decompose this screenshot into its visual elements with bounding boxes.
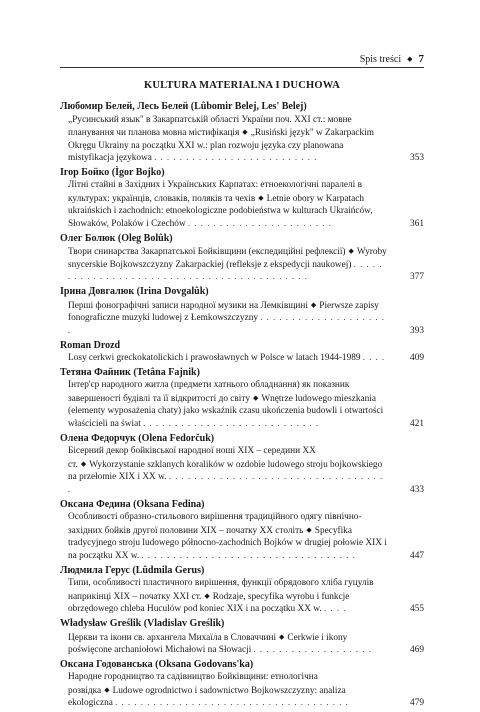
toc-entry-page[interactable]: 409 [410, 353, 424, 364]
toc-entry [60, 367, 424, 431]
toc-entry-body [60, 179, 424, 230]
toc-entry-titles [68, 577, 388, 616]
toc-entry-title-polish: Wnętrze ludowego mieszkania (elementy wyposażenia chaty) jako wskaźnik czasu ukończenia budowli i otwartości właścicieli na świat [68, 393, 384, 429]
toc-entry-author: Roman Drozd [60, 339, 121, 351]
toc-entry-page[interactable]: 433 [410, 484, 424, 495]
bullet-icon: ◆ [242, 128, 248, 136]
toc-entry-page[interactable]: 421 [410, 418, 424, 429]
toc-entry [60, 659, 424, 710]
toc-entry-title-original: Народне городництво та садівництво Бойківщини: етнологічна розвідка [68, 672, 318, 696]
toc-entry-author: Ігор Бойко (Ìgor Bojko) [60, 166, 165, 178]
toc-entry-body [60, 631, 424, 657]
toc-entry-title-polish: „Rusiński język" w Zakarpackim Okręgu Ukrainy na początku XXI w.: plan rozwoju języka czy planowana mistyfikacja językowa [68, 128, 375, 163]
running-header-title: Spis treści [359, 53, 402, 65]
toc-entry-title-original: Твори снинарства Закарпатської Бойківщини (експедиційні рефлексії) [68, 247, 346, 258]
toc-entry-page[interactable]: 393 [410, 325, 424, 336]
bullet-icon: ◆ [258, 193, 264, 202]
toc-entry-title-polish: Pierwsze zapisy fonograficzne muzyki ludowej z Łemkowszczyzny [68, 300, 379, 324]
toc-entry [60, 618, 424, 657]
dot-leader: . . . . . . . . . . . . . . . . . . . [253, 645, 373, 655]
toc-entry-titles [68, 114, 388, 165]
table-of-contents [60, 101, 424, 712]
toc-entry-author: Оксана Федина (Oksana Fedina) [60, 498, 205, 510]
toc-entry-page[interactable]: 469 [410, 645, 424, 656]
bullet-icon: ◆ [104, 685, 110, 694]
toc-entry-title-original: Перші фонографічні записи народної музики на Лемківщині [68, 300, 308, 311]
toc-entry-title-polish: Cerkwie i ikony poświęcone archaniołowi Michałowi na Słowacji [68, 632, 348, 656]
toc-entry-titles [68, 379, 388, 430]
toc-entry [60, 499, 424, 563]
toc-entry-body [60, 577, 424, 616]
dot-leader: . . . . . . . . . . . . . . . . . . . . . . . . . . [154, 153, 318, 162]
toc-entry-body [60, 445, 424, 496]
toc-entry [60, 101, 424, 165]
dot-leader: . . . . . . . . . . . . . . . . . . . . . . . [188, 218, 332, 228]
running-header [360, 53, 424, 65]
toc-entry-titles [68, 245, 388, 284]
toc-entry [60, 167, 424, 231]
toc-entry-page[interactable]: 479 [410, 698, 424, 709]
toc-entry-title-polish: Specyfika tradycyjnego stroju ludowego północno-zachodnich Bojków w drugiej połowie XIX i na początku XX w. [68, 525, 387, 561]
toc-entry-body [60, 671, 424, 710]
toc-entry-titles [68, 299, 388, 338]
toc-entry-title-original: Літні стайні в Західних і Українських Карпатах: етноекологічні паралелі в культурах: українців, словаків, поляків та чехів [68, 180, 362, 204]
toc-entry-titles [68, 671, 388, 710]
toc-entry-page[interactable]: 455 [410, 604, 424, 615]
toc-entry [60, 286, 424, 337]
toc-entry-title-polish: Ludowe ogrodnictwo i sadownictwo Bojkowszczyzny: analiza ekologiczna [68, 685, 346, 709]
dot-leader: . . . . . . . . . . . . . . . . . . . . . . . . . . . . . . . . . . . [68, 472, 384, 494]
section-title: KULTURA MATERIALNA I DUCHOWA [143, 80, 341, 91]
dot-leader: . . . . [362, 353, 386, 363]
toc-entry-author: Олена Федорчук (Olena Fedorčuk) [60, 432, 215, 444]
toc-entry-body [60, 245, 424, 284]
toc-entry-author: Любомир Белей, Лесь Белей (Lûbomir Belej, Les' Belej) [60, 101, 307, 112]
toc-entry-page[interactable]: 377 [410, 272, 424, 283]
dot-leader: . . . . [324, 604, 347, 614]
toc-entry-author: Олег Болюк (Oleg Bolûk) [60, 232, 173, 244]
toc-entry-body [60, 299, 424, 338]
toc-entry-title-original: Особливості образно-стильового вирішення традиційного одягу північно-західних бойків другої половини XIX – початку XX століть [68, 512, 362, 536]
toc-entry-page[interactable]: 361 [410, 218, 424, 229]
bullet-icon: ◆ [80, 459, 87, 468]
toc-entry-title-original: Losy cerkwi greckokatolickich i prawosławnych w Polsce w latach 1944-1989 [68, 353, 361, 364]
toc-entry-titles [68, 352, 388, 365]
toc-entry-title-original: Інтер'єр народного житла (предмети хатнього обладнання) як показник завершеності будівлі та її відкритості до світу [68, 380, 350, 404]
toc-entry-page[interactable]: 353 [410, 153, 424, 163]
toc-entry [60, 565, 424, 616]
toc-entry-body [60, 511, 424, 562]
bullet-icon: ◆ [306, 525, 312, 534]
bullet-icon: ◆ [204, 591, 210, 600]
dot-leader: . . . . . . . . . . . . . . . . . . . . . . . . . . . . . . . . . . . . . [115, 698, 349, 708]
toc-entry-titles [68, 631, 388, 657]
toc-entry-title-original: „Русинський язык" в Закарпатській області України поч. XXI ст.: мовне планування чи планова мовна містифікація [68, 114, 352, 138]
toc-entry-body [60, 114, 424, 165]
page-number: 7 [418, 53, 424, 65]
dot-leader: . . . . . . . . . . . . . . . . . . . . . . . . . . . . . . . . . . . . . . . . . . . [68, 259, 383, 282]
dot-leader: . . . . . . . . . . . . . . . . . . . . . . . . . . . . [143, 418, 320, 428]
toc-entry-author: Людмила Герус (Lûdmila Gerus) [60, 564, 205, 576]
bullet-icon: ◆ [279, 632, 285, 641]
bullet-icon: ◆ [252, 393, 259, 402]
toc-entry-title-polish: Wyroby snycerskie Bojkowszczyzny Zakarpackiej (refleksje z ekspedycji naukowej) [68, 247, 387, 270]
bullet-icon: ◆ [310, 300, 317, 309]
dot-leader: . . . . . . . . . . . . . . . . . . . . . [68, 313, 386, 335]
toc-entry-body [60, 352, 424, 365]
bullet-separator-icon: ◆ [407, 55, 413, 63]
toc-entry-titles [68, 511, 388, 562]
toc-entry-title-original: Типи, особливості пластичного вирішення, функції обрядового хліба гуцулів наприкінці XIX – початку XXI ст. [68, 578, 374, 602]
toc-entry [60, 433, 424, 497]
toc-entry [60, 233, 424, 284]
toc-entry-author: Оксана Годованська (Oksana Godovans'ka) [60, 658, 254, 670]
bullet-icon: ◆ [348, 247, 354, 256]
toc-entry-body [60, 379, 424, 430]
header-rule [60, 67, 424, 68]
toc-entry-author: Ірина Довгалюк (Irina Dovgalûk) [60, 286, 209, 298]
toc-entry-titles [68, 445, 388, 496]
toc-entry-page[interactable]: 447 [410, 550, 424, 561]
toc-entry-author: Władysław Greślik (Vladislav Greślik) [60, 618, 225, 630]
toc-entry-title-polish: Wykorzystanie szklanych koralików w ozdobie ludowego stroju bojkowskiego na przełomie XIX i XX w. [68, 459, 383, 483]
toc-entry-title-original: Церкви та ікони св. архангела Михаїла в Словаччині [68, 632, 277, 643]
dot-leader: . . . . . . . . . . . . . . . . . . . . . . . . . . . . . . . . . . [141, 550, 356, 560]
toc-entry-author: Тетяна Файник (Tetâna Fajnik) [60, 366, 200, 378]
toc-entry-title-polish: Letnie obory w Karpatach ukraińskich i zachodnich: etnoekologiczne podobieństwa w kulturach Ukraińców, Słowaków, Polaków i Czechów [68, 193, 373, 229]
toc-entry-titles [68, 179, 388, 230]
toc-entry-title-original: Бісерний декор бойківської народної ноші XIX – середини XX ст. [68, 446, 316, 470]
toc-entry [60, 340, 424, 365]
toc-entry-title-polish: Rodzaje, specyfika wyrobu i funkcje obrzędowego chleba Huculów pod koniec XIX i na początku XX w. [68, 591, 350, 615]
